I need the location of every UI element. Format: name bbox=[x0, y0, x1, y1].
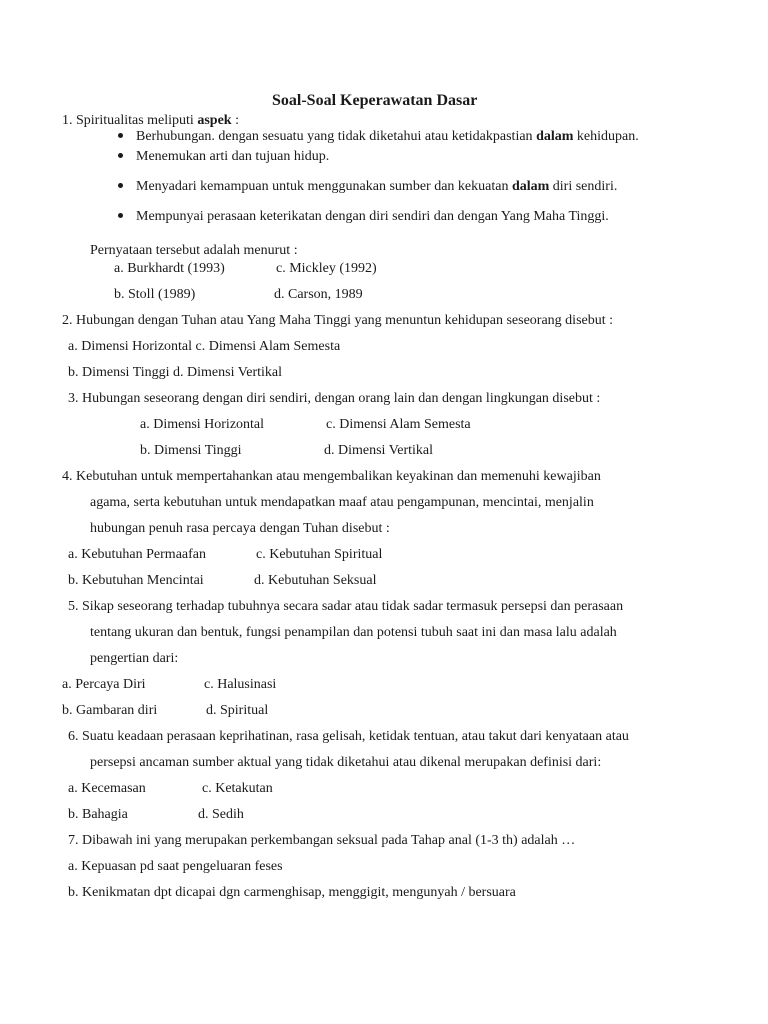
bullet-icon bbox=[118, 213, 123, 218]
option-row: a. Dimensi Horizontal c. Dimensi Alam Semesta bbox=[68, 339, 341, 354]
question-5-continued: pengertian dari: bbox=[90, 651, 179, 666]
option-a: a. Dimensi Horizontal bbox=[140, 417, 265, 432]
question-5-continued: tentang ukuran dan bentuk, fungsi penampilan dan potensi tubuh saat ini dan masa lalu adalah bbox=[90, 625, 617, 640]
option-d: d. Carson, 1989 bbox=[274, 287, 363, 302]
option-c: c. Dimensi Alam Semesta bbox=[326, 417, 471, 432]
bullet-icon bbox=[118, 183, 123, 188]
option-d: d. Sedih bbox=[198, 807, 244, 822]
bullet-icon bbox=[118, 133, 123, 138]
option-c: c. Kebutuhan Spiritual bbox=[256, 547, 383, 562]
option-a: a. Kepuasan pd saat pengeluaran feses bbox=[68, 859, 283, 874]
question-7: 7. Dibawah ini yang merupakan perkembangan seksual pada Tahap anal (1-3 th) adalah … bbox=[68, 833, 576, 848]
option-row: b. Dimensi Tinggi d. Dimensi Vertikal bbox=[68, 365, 283, 380]
question-4-continued: hubungan penuh rasa percaya dengan Tuhan disebut : bbox=[90, 521, 390, 536]
option-b: b. Bahagia bbox=[68, 807, 128, 822]
option-d: d. Kebutuhan Seksual bbox=[254, 573, 377, 588]
question-4: 4. Kebutuhan untuk mempertahankan atau mengembalikan keyakinan dan memenuhi kewajiban bbox=[62, 469, 601, 484]
option-b: b. Dimensi Tinggi bbox=[140, 443, 242, 458]
bullet-icon bbox=[118, 153, 123, 158]
question-1-bullet: Berhubungan. dengan sesuatu yang tidak diketahui atau ketidakpastian dalam kehidupan. bbox=[136, 129, 639, 144]
question-5: 5. Sikap seseorang terhadap tubuhnya secara sadar atau tidak sadar termasuk persepsi dan perasaan bbox=[68, 599, 624, 614]
question-6-continued: persepsi ancaman sumber aktual yang tidak diketahui atau dikenal merupakan definisi dari: bbox=[90, 755, 602, 770]
document-title: Soal-Soal Keperawatan Dasar bbox=[272, 92, 478, 109]
option-b: b. Gambaran diri bbox=[62, 703, 158, 718]
option-a: a. Kecemasan bbox=[68, 781, 146, 796]
question-1-bullet: Menyadari kemampuan untuk menggunakan sumber dan kekuatan dalam diri sendiri. bbox=[136, 179, 618, 194]
option-b: b. Stoll (1989) bbox=[114, 287, 196, 302]
option-c: c. Mickley (1992) bbox=[276, 261, 377, 276]
option-a: a. Percaya Diri bbox=[62, 677, 146, 692]
question-1-bullet: Menemukan arti dan tujuan hidup. bbox=[136, 149, 330, 164]
question-6: 6. Suatu keadaan perasaan keprihatinan, rasa gelisah, ketidak tentuan, atau takut dari kenyataan atau bbox=[68, 729, 629, 744]
question-2: 2. Hubungan dengan Tuhan atau Yang Maha Tinggi yang menuntun kehidupan seseorang disebut : bbox=[62, 313, 614, 328]
option-d: d. Dimensi Vertikal bbox=[324, 443, 434, 458]
option-c: c. Halusinasi bbox=[204, 677, 277, 692]
option-a: a. Burkhardt (1993) bbox=[114, 261, 225, 276]
question-1-bullet: Mempunyai perasaan keterikatan dengan diri sendiri dan dengan Yang Maha Tinggi. bbox=[136, 209, 609, 224]
option-c: c. Ketakutan bbox=[202, 781, 273, 796]
option-d: d. Spiritual bbox=[206, 703, 269, 718]
option-b: b. Kenikmatan dpt dicapai dgn carmenghisap, menggigit, mengunyah / bersuara bbox=[68, 885, 516, 900]
option-a: a. Kebutuhan Permaafan bbox=[68, 547, 206, 562]
question-1-statement: Pernyataan tersebut adalah menurut : bbox=[90, 243, 298, 258]
question-3: 3. Hubungan seseorang dengan diri sendiri, dengan orang lain dan dengan lingkungan disebut : bbox=[68, 391, 601, 406]
question-1: 1. Spiritualitas meliputi aspek : bbox=[62, 113, 239, 128]
question-4-continued: agama, serta kebutuhan untuk mendapatkan maaf atau pengampunan, mencintai, menjalin bbox=[90, 495, 594, 510]
option-b: b. Kebutuhan Mencintai bbox=[68, 573, 204, 588]
